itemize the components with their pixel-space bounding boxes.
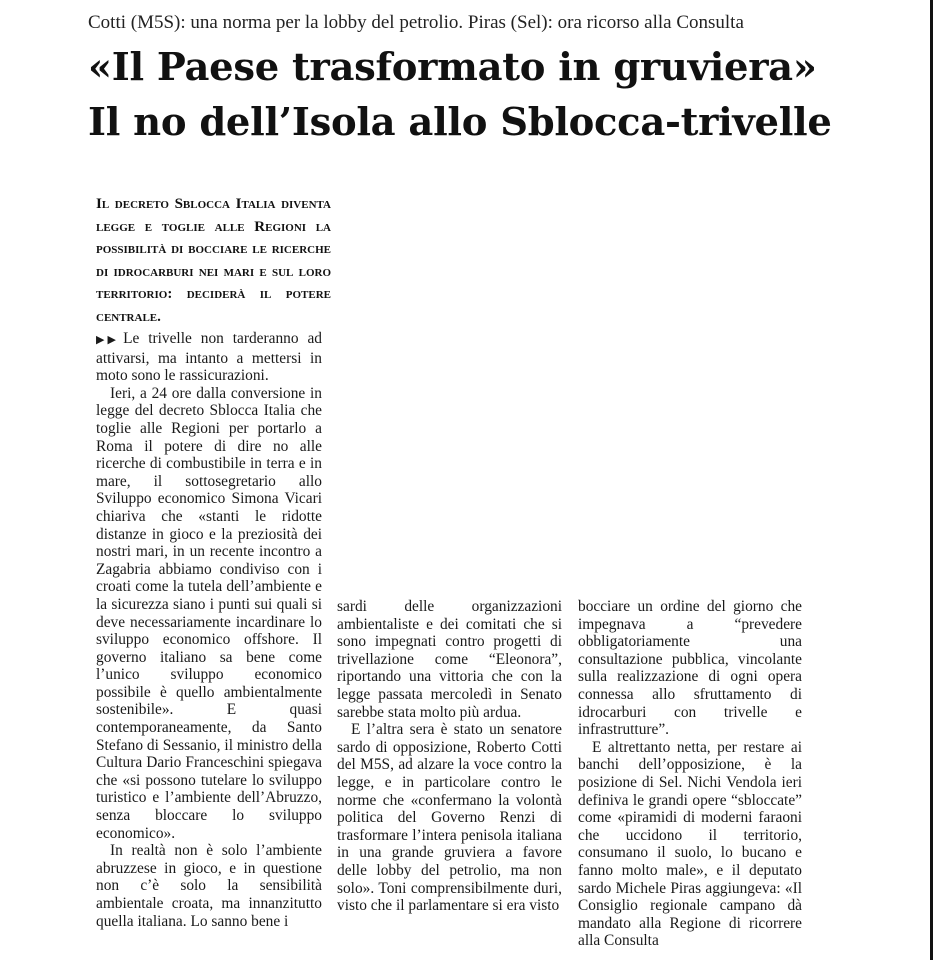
- summary-box: Il decreto Sblocca Italia diventa legge e toglie alle Regioni la possibilità di bocciare le ricerche di idrocarburi nei mari e sul loro territorio: deciderà il potere centrale.: [96, 196, 331, 325]
- headline-line-2: Il no dell’Isola allo Sblocca-trivelle: [88, 100, 832, 145]
- paragraph: E altrettanto netta, per restare ai banchi dell’opposizione, è la posizione di Sel. Nichi Vendola ieri definiva le grandi opere “sbloccate” come «piramidi di moderni faraoni che uccidono il territorio, consumano il suolo, lo bucano e fanno molto male», e il deputato sardo Michele Piras aggiungeva: «Il Consiglio regionale campano dà mandato alla Regione di ricorrere alla Consulta: [578, 738, 802, 950]
- lead-text: Le trivelle non tarderanno ad attivarsi, ma intanto a mettersi in moto sono le rassicurazioni.: [96, 330, 323, 385]
- paragraph: Ieri, a 24 ore dalla conversione in legge del decreto Sblocca Italia che toglie alle Regioni per portarlo a Roma il potere di dire no alle ricerche di combustibile in terra e in mare, il sottosegretario allo Sviluppo economico Simona Vicari chiariva che «stanti le ridotte distanze in gioco e la preziosità dei nostri mari, in un recente incontro a Zagabria abbiamo condiviso con i croati come la tutela dell’ambiente e la sicurezza siano i punti sui quali si deve necessariamente incardinare lo sviluppo economico offshore. Il governo italiano sa bene come l’unico sviluppo economico possibile è quello ambientalmente sostenibile». E quasi contemporaneamente, da Santo Stefano di Sessanio, il ministro della Cultura Dario Franceschini spiegava che «si possono tutelare lo sviluppo turistico e l’ambiente dell’Abruzzo, senza bloccare lo sviluppo economico».: [96, 384, 322, 842]
- headline-line-1: «Il Paese trasformato in gruviera»: [88, 45, 817, 90]
- article-column-3: [578, 598, 802, 950]
- article-column-2: [337, 598, 562, 915]
- paragraph: E l’altra sera è stato un senatore sardo di opposizione, Roberto Cotti del M5S, ad alzare la voce contro la legge, e in particolare contro le norme che «confermano la volontà politica del Governo Renzi di trasformare l’intera penisola italiana in una grande gruviera a favore delle lobby del petrolio, ma non solo». Toni comprensibilmente duri, visto che il parlamentare si era visto: [337, 721, 562, 915]
- kicker: Cotti (M5S): una norma per la lobby del petrolio. Piras (Sel): ora ricorso alla Consulta: [88, 12, 744, 33]
- paragraph: In realtà non è solo l’ambiente abruzzese in gioco, e in questione non c’è solo la sensibilità ambientale croata, ma innanzitutto quella italiana. Lo sanno bene i: [96, 842, 322, 930]
- double-arrow-icon: ▶▶: [96, 334, 120, 346]
- paragraph: [96, 330, 322, 385]
- paragraph: sardi delle organizzazioni ambientaliste e dei comitati che si sono impegnati contro progetti di trivellazione come “Eleonora”, riportando una vittoria che con la legge passata mercoledì in Senato sarebbe stata molto più ardua.: [337, 598, 562, 721]
- headline: [88, 40, 908, 150]
- article-column-1: [96, 330, 322, 930]
- paragraph: bocciare un ordine del giorno che impegnava a “prevedere obbligatoriamente una consultazione pubblica, vincolante sulla realizzazione di ogni opera connessa allo sfruttamento di idrocarburi con trivelle e infrastrutture”.: [578, 598, 802, 739]
